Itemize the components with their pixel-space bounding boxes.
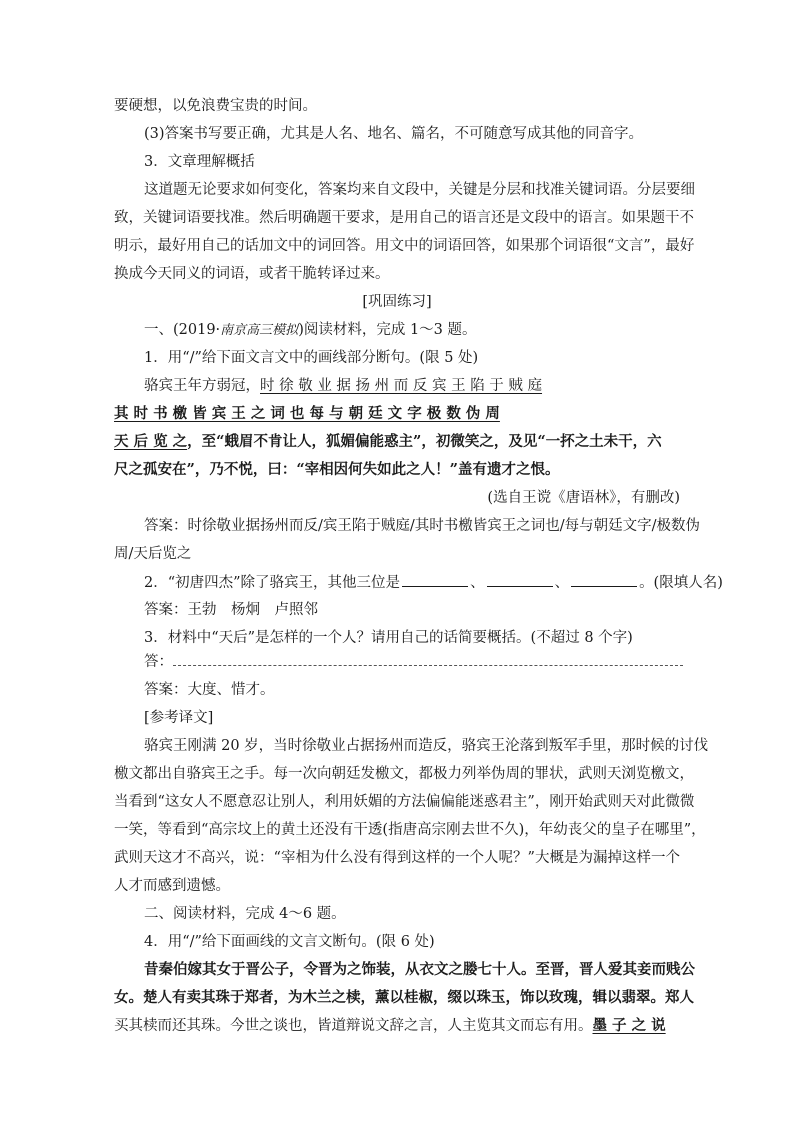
q2-suffix: 。(限填人名) — [639, 575, 723, 591]
q2-text: 2．“初唐四杰”除了骆宾王，其他三位是 — [144, 575, 401, 591]
part-one-suffix: )阅读材料，完成 1～3 题。 — [298, 322, 477, 338]
underlined-text: 其 时 书 檄 皆 宾 王 之 词 也 每 与 朝 廷 文 字 极 数 伪 周 — [114, 405, 500, 422]
classical-text-line — [114, 404, 680, 424]
underlined-text: 天 后 览 之 — [114, 433, 188, 450]
text-line: 要硬想，以免浪费宝贵的时间。 — [114, 98, 317, 114]
question-1: 1．用“/”给下面文言文中的画线部分断句。(限 5 处) — [144, 350, 479, 366]
classical-text-line — [144, 376, 680, 396]
text-line: 明示，最好用自己的话加文中的词回答。用文中的词语回答，如果那个词语很“文言”，最好 — [114, 238, 695, 254]
source-citation: (选自王谠《唐语林》，有删改) — [487, 490, 680, 506]
classical-text-line: 尺之孤安在”，乃不悦，曰：“宰相因何失如此之人！”盖有遗才之恨。 — [114, 461, 560, 478]
text-plain: ，至“蛾眉不肯让人，狐媚偏能惑主”，初微笑之，及见“一抔之土未干，六 — [187, 433, 662, 450]
classical-text-line: 女。楚人有卖其珠于郑者，为木兰之椟，薰以桂椒，缀以珠玉，饰以玫瑰，辑以翡翠。郑人 — [114, 989, 694, 1006]
underlined-text: 墨 子 之 说 — [592, 1017, 666, 1034]
translation-line: 人才而感到遗憾。 — [114, 878, 230, 894]
practice-heading: [巩固练习] — [362, 294, 432, 310]
answer-blank[interactable] — [487, 572, 553, 587]
underlined-text: 时 徐 敬 业 据 扬 州 而 反 宾 王 陷 于 贼 庭 — [260, 378, 543, 394]
answer-label: 答： — [144, 654, 173, 670]
text-line: 这道题无论要求如何变化，答案均来自文段中，关键是分层和找准关键词语。分层要细 — [144, 182, 695, 198]
answer-1: 答案：时徐敬业据扬州而反/宾王陷于贼庭/其时书檄皆宾王之词也/每与朝廷文字/极数伪 — [144, 518, 701, 534]
text-plain: 买其椟而还其珠。今世之谈也，皆道辩说文辞之言，人主览其文而忘有用。 — [114, 1018, 593, 1034]
part-one-prefix: 一、(2019· — [144, 322, 221, 338]
text-line: 换成今天同义的词语，或者干脆转译过来。 — [114, 266, 390, 282]
separator: 、 — [554, 575, 570, 591]
text-line: (3)答案书写要正确，尤其是人名、地名、篇名，不可随意写成其他的同音字。 — [144, 126, 644, 142]
question-4: 4．用“/”给下面画线的文言文断句。(限 6 处) — [144, 934, 435, 950]
separator: 、 — [470, 575, 485, 591]
text-line: 致，关键词语要找准。然后明确题干要求，是用自己的语言还是文段中的语言。如果题干不 — [114, 210, 694, 226]
answer-2: 答案：王勃 杨炯 卢照邻 — [144, 602, 318, 618]
classical-text-line: 昔秦伯嫁其女于晋公子，令晋为之饰装，从衣文之媵七十人。至晋，晋人爱其妾而贱公 — [144, 961, 695, 978]
answer-3: 答案：大度、惜才。 — [144, 682, 275, 698]
classical-text-line — [114, 432, 680, 452]
question-2 — [144, 572, 723, 593]
translation-line: 骆宾王刚满 20 岁，当时徐敬业占据扬州而造反，骆宾王沦落到叛军手里，那时候的讨伐 — [144, 738, 709, 754]
translation-line: 檄文都出自骆宾王之手。每一次向朝廷发檄文，都极力列举伪周的罪状，武则天浏览檄文， — [114, 766, 694, 782]
answer-blank[interactable] — [402, 572, 468, 587]
part-two-heading: 二、阅读材料，完成 4～6 题。 — [144, 906, 346, 922]
translation-line: 武则天这才不高兴，说：“宰相为什么没有得到这样的一个人呢？”大概是为漏掉这样一个 — [114, 850, 680, 866]
answer-dotted-line[interactable] — [173, 653, 683, 666]
classical-text-line — [114, 1016, 680, 1036]
question-3: 3．材料中“天后”是怎样的一个人？请用自己的话简要概括。(不超过 8 个字) — [144, 630, 633, 646]
part-one-source: 南京高三模拟 — [220, 323, 299, 338]
part-one-heading — [144, 320, 680, 341]
text-plain: 骆宾王年方弱冠， — [144, 378, 260, 394]
answer-1-cont: 周/天后览之 — [114, 546, 192, 562]
translation-line: 一笑，等看到“高宗坟上的黄土还没有干透(指唐高宗刚去世不久)，年幼丧父的皇子在哪里”， — [114, 822, 706, 838]
section-heading: 3．文章理解概括 — [144, 154, 255, 170]
answer-blank[interactable] — [571, 572, 637, 587]
answer-line — [144, 652, 680, 672]
translation-line: 当看到“这女人不愿意忍让别人，利用妖媚的方法偏偏能迷惑君主”，刚开始武则天对此微微 — [114, 794, 695, 810]
reference-heading: [参考译文] — [144, 710, 214, 726]
